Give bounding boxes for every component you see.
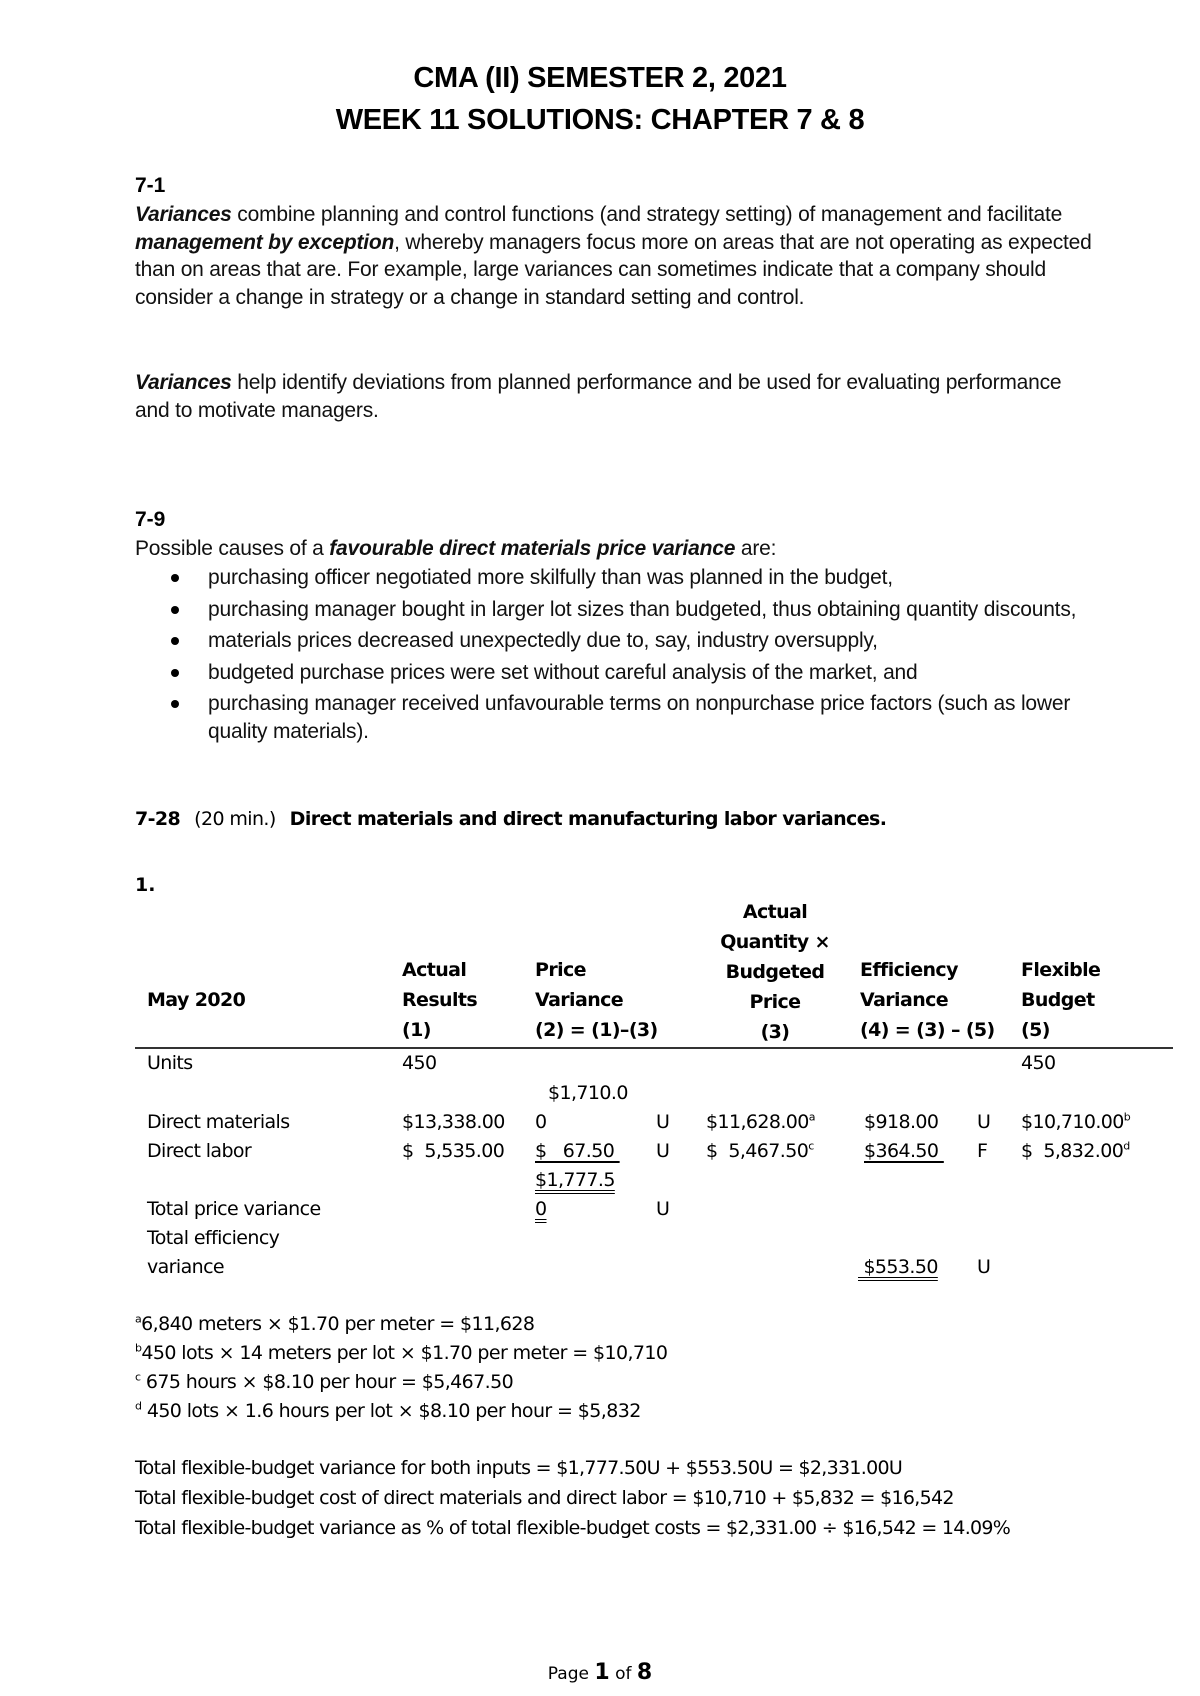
header-may-2020: May 2020 xyxy=(147,989,246,1011)
dm-price-flag: U xyxy=(656,1111,670,1133)
bullet-icon xyxy=(171,669,179,677)
question-number-7-9: 7-9 xyxy=(135,508,166,531)
total-price-variance-line-1: $1,777.5 xyxy=(535,1169,615,1191)
dm-efficiency-flag: U xyxy=(977,1111,991,1133)
bullet-icon xyxy=(171,574,179,582)
term-variances: Variances xyxy=(135,203,232,226)
document-title-line-1: CMA (II) SEMESTER 2, 2021 xyxy=(413,62,787,94)
header-actual-results: Actual Results (1) xyxy=(402,959,478,1041)
bullet-icon xyxy=(171,700,179,708)
units-actual: 450 xyxy=(402,1052,437,1074)
header-flexible-budget: Flexible Budget (5) xyxy=(1021,959,1101,1041)
header-aq-bp: Actual Quantity × Budgeted Price (3) xyxy=(720,901,830,1043)
total-price-flag: U xyxy=(656,1198,670,1220)
dm-aq-bp: $11,628.00$^a$ xyxy=(706,1110,815,1133)
time-estimate: (20 min.) xyxy=(194,808,276,830)
summary-line-3: Total flexible-budget variance as % of total flexible-budget costs = $2,331.00 ÷ $16,542 = 14.09% xyxy=(135,1517,1011,1539)
header-rule xyxy=(135,1047,1173,1049)
header-price-variance: Price Variance (2) = (1)–(3) xyxy=(535,959,658,1041)
total-efficiency-flag: U xyxy=(977,1256,991,1278)
dl-efficiency-variance: $364.50 xyxy=(864,1140,944,1162)
units-flexible: 450 xyxy=(1021,1052,1056,1074)
footnote-c: $^c$ 675 hours × $8.10 per hour = $5,467.50 xyxy=(135,1370,514,1393)
row-label-units: Units xyxy=(147,1052,193,1074)
dl-actual: $ 5,535.00 xyxy=(402,1140,505,1162)
q7-1-paragraph-2: Variances help identify deviations from planned performance and be used for evaluating performance and to motivate managers. xyxy=(135,371,1062,422)
term-favourable-price-variance: favourable direct materials price variance xyxy=(329,537,736,560)
summary-line-2: Total flexible-budget cost of direct materials and direct labor = $10,710 + $5,832 = $16,542 xyxy=(135,1487,954,1509)
dm-actual: $13,338.00 xyxy=(402,1111,505,1133)
dl-price-flag: U xyxy=(656,1140,670,1162)
dl-aq-bp: $ 5,467.50$^c$ xyxy=(706,1139,814,1162)
row-label-total-price-variance: Total price variance xyxy=(147,1198,321,1220)
dl-price-variance: $ 67.50 xyxy=(535,1140,620,1162)
question-title: Direct materials and direct manufacturing labor variances. xyxy=(289,808,887,830)
dm-flexible: $10,710.00$^b$ xyxy=(1021,1110,1131,1133)
question-number-7-28: 7-28 xyxy=(135,808,181,830)
q7-1-paragraph-1: Variances combine planning and control functions (and strategy setting) of management and facilitate management by exception, whereby managers focus more on areas that are not operating as expected than on areas that are. For example, large variances can sometimes indicate that a company should consider a change in strategy or a change in standard setting and control. xyxy=(135,203,1092,309)
row-label-total-efficiency-line-2: variance xyxy=(147,1256,224,1278)
footnote-a: $^a$6,840 meters × $1.70 per meter = $11,628 xyxy=(135,1312,535,1335)
row-label-total-efficiency-line-1: Total efficiency xyxy=(147,1227,280,1249)
list-item: materials prices decreased unexpectedly due to, say, industry oversupply, xyxy=(135,627,1095,655)
dl-efficiency-flag: F xyxy=(977,1140,988,1162)
term-management-by-exception: management by exception xyxy=(135,230,395,254)
total-price-variance-line-2: 0 xyxy=(535,1198,547,1220)
summary-line-1: Total flexible-budget variance for both inputs = $1,777.50U + $553.50U = $2,331.00U xyxy=(135,1457,903,1479)
bullet-icon xyxy=(171,637,179,645)
list-item: purchasing manager received unfavourable terms on nonpurchase price factors (such as lower quality materials). xyxy=(135,690,1095,745)
question-number-7-1: 7-1 xyxy=(135,174,166,197)
dl-flexible: $ 5,832.00$^d$ xyxy=(1021,1139,1130,1162)
bullet-icon xyxy=(171,606,179,614)
q7-9-intro: Possible causes of a favourable direct materials price variance are: xyxy=(135,537,777,560)
dm-efficiency-variance: $918.00 xyxy=(864,1111,939,1133)
dm-price-variance-line-1: $1,710.0 xyxy=(548,1082,628,1104)
page-number: Page 1 of 8 xyxy=(547,1660,653,1685)
document-title-line-2: WEEK 11 SOLUTIONS: CHAPTER 7 & 8 xyxy=(335,104,865,136)
dm-price-variance-line-2: 0 xyxy=(535,1111,547,1133)
question-heading-7-28 xyxy=(135,808,886,830)
row-label-direct-labor: Direct labor xyxy=(147,1140,252,1162)
header-efficiency-variance: Efficiency Variance (4) = (3) – (5) xyxy=(860,959,995,1041)
part-number: 1. xyxy=(135,874,156,896)
footnote-b: $^b$450 lots × 14 meters per lot × $1.70 per meter = $10,710 xyxy=(135,1341,668,1364)
term-variances: Variances xyxy=(135,371,232,394)
footnote-d: $^d$ 450 lots × 1.6 hours per lot × $8.10 per hour = $5,832 xyxy=(135,1399,641,1422)
causes-list xyxy=(135,564,1095,749)
total-efficiency-variance: $553.50 xyxy=(858,1256,938,1278)
list-item: budgeted purchase prices were set without careful analysis of the market, and xyxy=(135,659,1095,687)
list-item: purchasing officer negotiated more skilfully than was planned in the budget, xyxy=(135,564,1095,592)
list-item: purchasing manager bought in larger lot sizes than budgeted, thus obtaining quantity discounts, xyxy=(135,596,1095,624)
row-label-direct-materials: Direct materials xyxy=(147,1111,290,1133)
